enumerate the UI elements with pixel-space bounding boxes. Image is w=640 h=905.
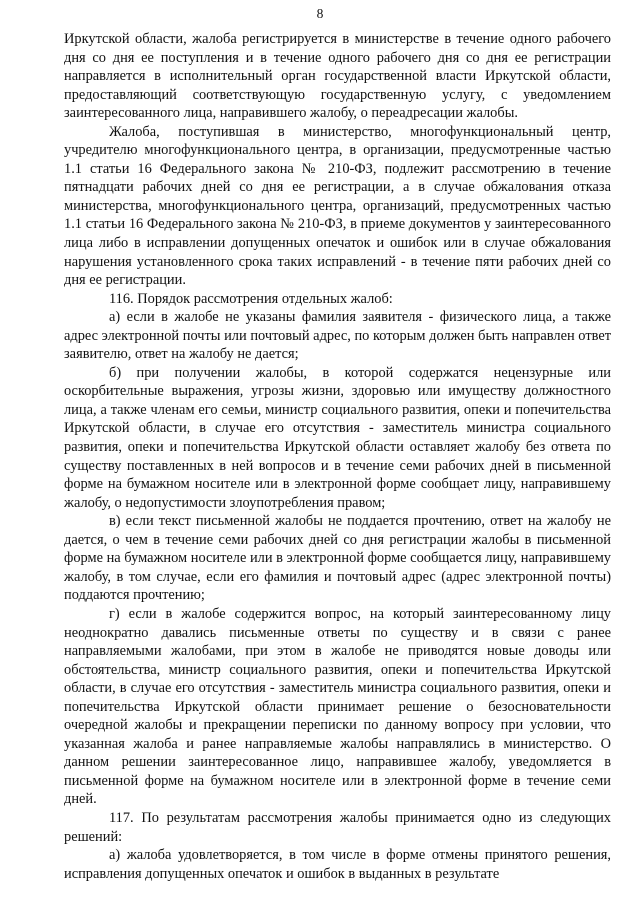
paragraph-116-heading: 116. Порядок рассмотрения отдельных жалоб: <box>109 290 393 307</box>
paragraph-116-g: г) если в жалобе содержится вопрос, на который заинтересованному лицу неоднократно давались письменные ответы по существу и в связи с ранее направляемыми жалобами, при этом в жалобе не приводятся новые доводы или обстоятельства, министр социального развития, опеки и попечительства Иркутской области, в случае его отсутствия - заместитель министра социального развития, опеки и попечительства Иркутской области принимает решение о безосновательности очередной жалобы и прекращении переписки по данному вопросу при условии, что указанная жалоба и ранее направляемые жалобы направлялись в министерство. О данном решении заинтересованное лицо, направившее жалобу, уведомляется в письменной форме на бумажном носителе или в электронной форме в течение семи дней. <box>64 605 611 808</box>
paragraph-116-v: в) если текст письменной жалобы не поддается прочтению, ответ на жалобу не дается, о чем в течение семи рабочих дней со дня регистрации жалобы в письменной форме на бумажном носителе или в электронной форме сообщается лицу, направившему жалобу, в том случае, если его фамилия и почтовый адрес (адрес электронной почты) поддаются прочтению; <box>64 513 611 604</box>
paragraph-117-heading: 117. По результатам рассмотрения жалобы принимается одно из следующих решений: <box>64 809 611 845</box>
paragraph-116-a: а) если в жалобе не указаны фамилия заявителя - физического лица, а также адрес электронной почты или почтовый адрес, по которым должен быть направлен ответ заявителю, ответ на жалобу не дается; <box>64 309 611 363</box>
paragraph-117-a: а) жалоба удовлетворяется, в том числе в форме отмены принятого решения, исправления допущенных опечаток и ошибок в выданных в результате <box>64 847 611 882</box>
paragraph-complaint-review-terms: Жалоба, поступившая в министерство, многофункциональный центр, учредителю многофункционального центра, в организации, предусмотренные частью 1.1 статьи 16 Федерального закона № 210-ФЗ, подлежит рассмотрению в течение пятнадцати рабочих дней со дня ее регистрации, а в случае обжалования отказа министерства, многофункционального центра, организаций, предусмотренных частью 1.1 статьи 16 Федерального закона № 210-ФЗ, в приеме документов у заинтересованного лица либо в исправлении допущенных опечаток и ошибок или в случае обжалования нарушения установленного срока таких исправлений - в течение пяти рабочих дней со дня ее регистрации. <box>64 123 611 289</box>
document-body <box>64 30 611 883</box>
page-number: 8 <box>316 6 324 21</box>
paragraph-continuation: Иркутской области, жалоба регистрируется в министерстве в течение одного рабочего дня со дня ее поступления и в течение одного рабочего дня со дня ее регистрации направляется в исполнительный орган государственной власти Иркутской области, предоставляющий соответствующую государственную услугу, с уведомлением заинтересованного лица, направившего жалобу, о переадресации жалобы. <box>64 31 611 122</box>
paragraph-116-b: б) при получении жалобы, в которой содержатся нецензурные или оскорбительные выражения, угрозы жизни, здоровью или имуществу должностного лица, а также членам его семьи, министр социального развития, опеки и попечительства Иркутской области, в случае его отсутствия - заместитель министра социального развития, опеки и попечительства Иркутской области оставляет жалобу без ответа по существу поставленных в ней вопросов и в течение семи рабочих дней в письменной форме на бумажном носителе или в электронной форме сообщает лицу, направившему жалобу, о недопустимости злоупотребления правом; <box>64 364 611 511</box>
